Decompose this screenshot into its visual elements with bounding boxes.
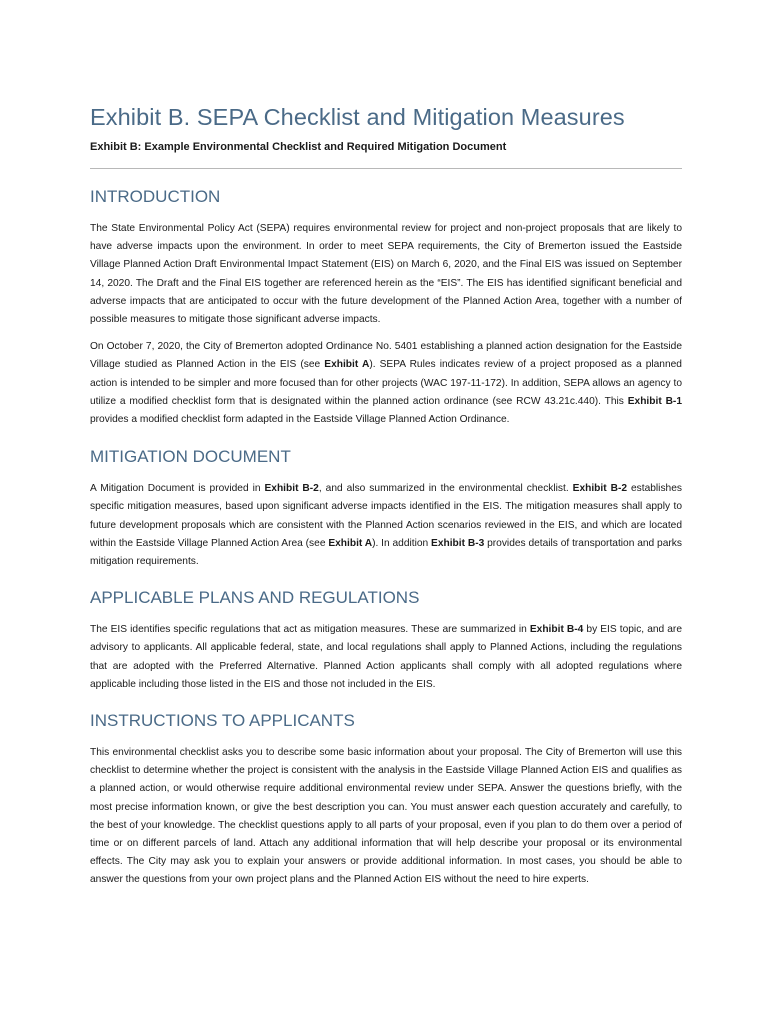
exhibit-a-reference: Exhibit A [328, 537, 373, 549]
plans-paragraph [90, 621, 682, 694]
exhibit-b2-reference: Exhibit B-2 [264, 483, 319, 495]
text-run: ). SEPA Rules indicates review of a project proposed as a planned action is intended to be simpler and more focused than for other projects (WAC 197-11-172). In addition, SEPA allows an agency to utilize a modified checklist form that is designated within the planned action ordinance (see RCW 43.21c.440). This [90, 359, 682, 407]
instructions-paragraph: This environmental checklist asks you to describe some basic information about your proposal. The City of Bremerton will use this checklist to determine whether the project is consistent with the analysis in the Eastside Village Planned Action EIS and qualifies as a planned action, or would otherwise require additional environmental review under SEPA. Answer the questions briefly, with the most precise information known, or give the best description you can. You must answer each question accurately and carefully, to the best of your knowledge. The checklist questions apply to all parts of your proposal, even if you plan to do them over a period of time or on different parcels of land. Attach any additional information that will help describe your proposal or its environmental effects. The City may ask you to explain your answers or provide additional information. In most cases, you should be able to answer the questions from your own project plans and the Planned Action EIS without the need to hire experts. [90, 747, 682, 886]
section-heading-instructions: INSTRUCTIONS TO APPLICANTS [90, 711, 355, 731]
section-heading-introduction: INTRODUCTION [90, 187, 221, 206]
text-run: ). In addition [372, 537, 432, 549]
title-divider [90, 168, 682, 169]
exhibit-a-reference: Exhibit A [324, 359, 370, 371]
exhibit-b4-reference: Exhibit B-4 [529, 624, 584, 636]
text-run: , and also summarized in the environmental checklist. [318, 483, 573, 495]
section-heading-applicable-plans: APPLICABLE PLANS AND REGULATIONS [90, 588, 420, 608]
mitigation-paragraph [90, 480, 682, 571]
text-run: On October 7, 2020, the City of Bremerton adopted Ordinance No. 5401 establishing a planned action designation for the Eastside Village studied as Planned Action in the EIS (see [90, 341, 682, 371]
text-run: establishes specific mitigation measures, based upon significant adverse impacts identified in the EIS. The mitigation measures shall apply to future development proposals which are consistent with the Planned Action scenarios reviewed in the EIS, and which are located within the Eastside Village Planned Action Area (see [90, 483, 682, 549]
section-heading-mitigation-document: MITIGATION DOCUMENT [90, 447, 291, 467]
page-content [90, 102, 682, 890]
exhibit-b2-reference: Exhibit B-2 [572, 483, 628, 495]
exhibit-b3-reference: Exhibit B-3 [431, 537, 485, 549]
text-run: The EIS identifies specific regulations that act as mitigation measures. These are summarized in [90, 624, 530, 636]
text-run: by EIS topic, and are advisory to applicants. All applicable federal, state, and local regulations shall apply to Planned Actions, including the regulations that are adopted with the Preferred Alternative. Planned Action applicants shall comply with all adopted regulations where applicable including those listed in the EIS and those not included in the EIS. [90, 624, 682, 690]
introduction-paragraph-2 [90, 338, 682, 429]
introduction-paragraph-1: The State Environmental Policy Act (SEPA) requires environmental review for project and non-project proposals that are likely to have adverse impacts upon the environment. In order to meet SEPA requirements, the City of Bremerton issued the Eastside Village Planned Action Draft Environmental Impact Statement (EIS) on March 6, 2020, and the Final EIS was issued on September 14, 2020. The Draft and the Final EIS together are referenced herein as the “EIS”. The EIS has identified significant beneficial and adverse impacts that are anticipated to occur with the future development of the Planned Action Area, together with a number of possible measures to mitigate those significant adverse impacts. [90, 223, 682, 326]
page-title: Exhibit B. SEPA Checklist and Mitigation Measures [90, 104, 625, 130]
text-run: provides details of transportation and parks mitigation requirements. [90, 537, 682, 568]
page-subtitle: Exhibit B: Example Environmental Checklist and Required Mitigation Document [90, 141, 507, 153]
text-run: A Mitigation Document is provided in [90, 483, 265, 495]
exhibit-b1-reference: Exhibit B-1 [627, 395, 682, 407]
text-run: provides a modified checklist form adapted in the Eastside Village Planned Action Ordinance. [90, 414, 510, 426]
